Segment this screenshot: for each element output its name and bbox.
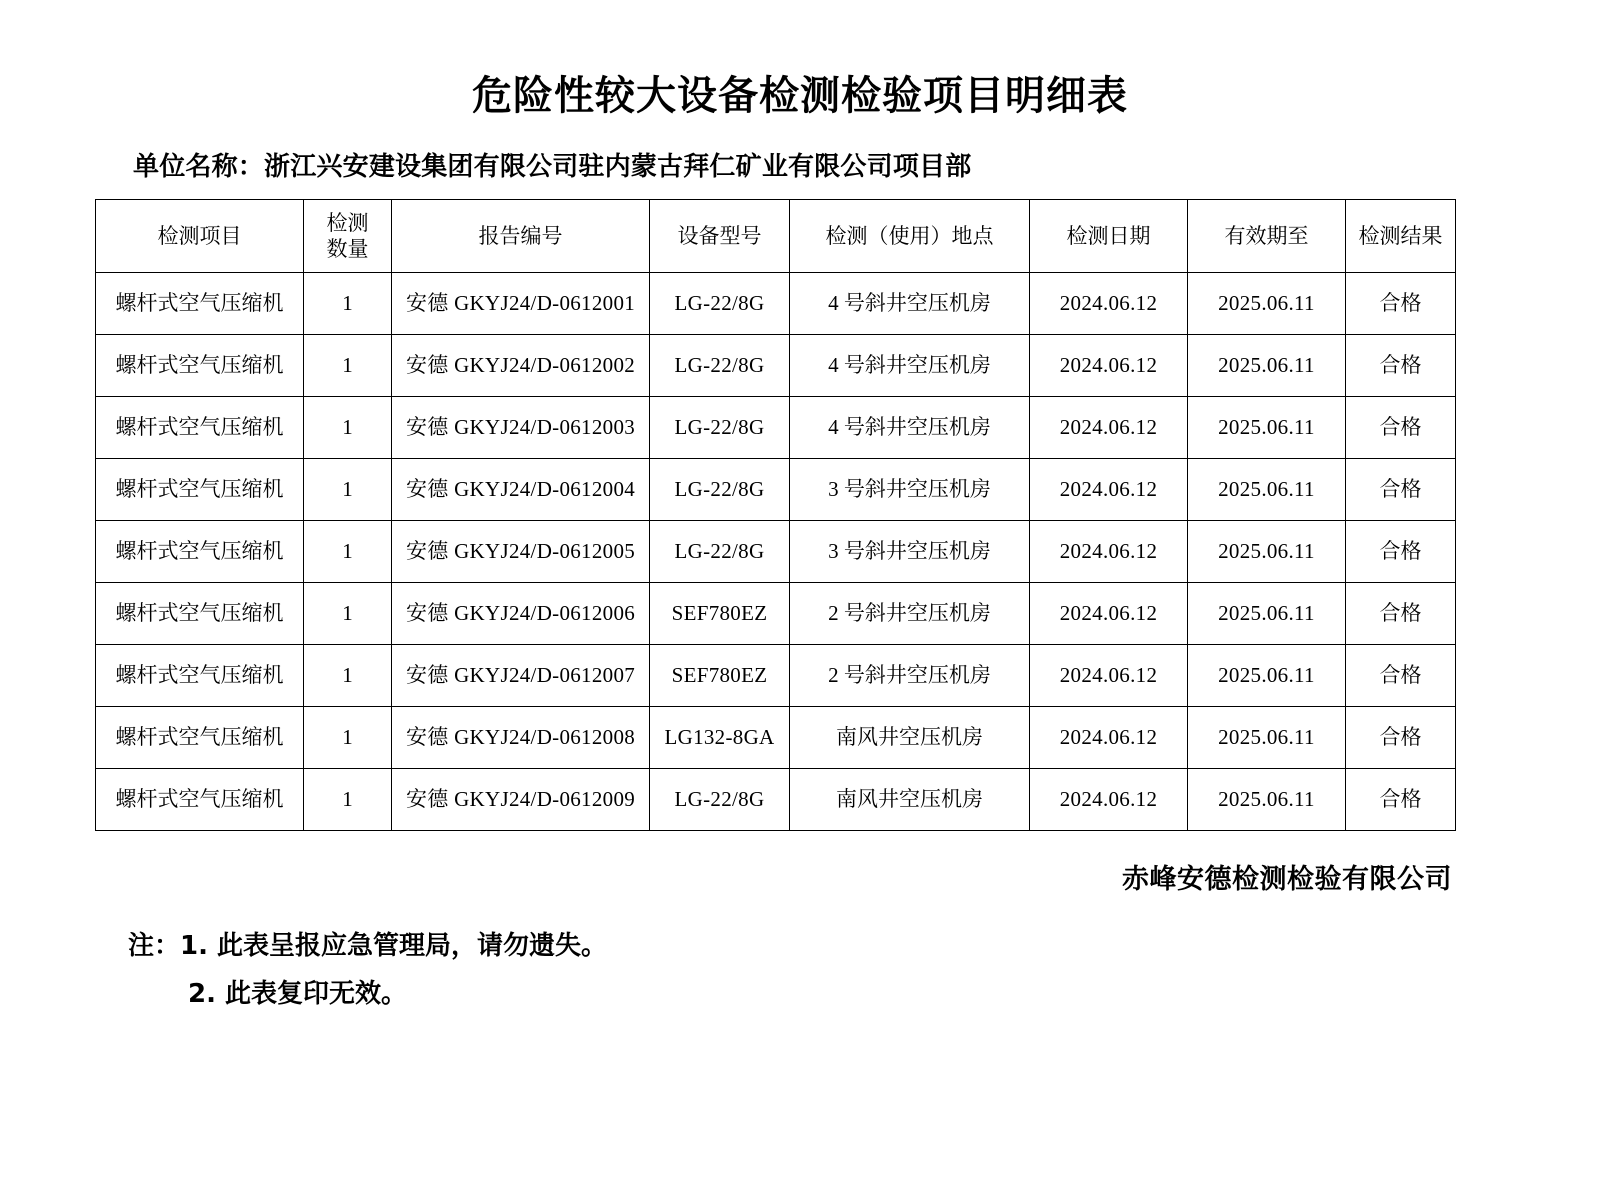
cell-item: 螺杆式空气压缩机 [96, 769, 304, 831]
cell-test-date: 2024.06.12 [1030, 273, 1188, 335]
cell-place: 3 号斜井空压机房 [790, 459, 1030, 521]
unit-label: 单位名称： [133, 152, 265, 182]
cell-quantity: 1 [304, 769, 392, 831]
cell-model: SEF780EZ [650, 645, 790, 707]
cell-model: LG-22/8G [650, 769, 790, 831]
cell-result: 合格 [1346, 769, 1456, 831]
cell-item: 螺杆式空气压缩机 [96, 459, 304, 521]
table-row [96, 707, 1456, 769]
table-row [96, 397, 1456, 459]
cell-item: 螺杆式空气压缩机 [96, 707, 304, 769]
cell-result: 合格 [1346, 273, 1456, 335]
cell-item: 螺杆式空气压缩机 [96, 645, 304, 707]
table-row [96, 335, 1456, 397]
table-row [96, 645, 1456, 707]
cell-place: 4 号斜井空压机房 [790, 335, 1030, 397]
cell-report-no: 安德 GKYJ24/D-0612003 [392, 397, 650, 459]
column-header-report-no: 报告编号 [392, 200, 650, 273]
cell-report-no: 安德 GKYJ24/D-0612006 [392, 583, 650, 645]
cell-valid-until: 2025.06.11 [1188, 335, 1346, 397]
cell-place: 南风井空压机房 [790, 769, 1030, 831]
cell-test-date: 2024.06.12 [1030, 707, 1188, 769]
cell-report-no: 安德 GKYJ24/D-0612009 [392, 769, 650, 831]
column-header-quantity-line1: 检测 [326, 210, 369, 235]
cell-report-no: 安德 GKYJ24/D-0612005 [392, 521, 650, 583]
cell-report-no: 安德 GKYJ24/D-0612001 [392, 273, 650, 335]
cell-valid-until: 2025.06.11 [1188, 645, 1346, 707]
cell-item: 螺杆式空气压缩机 [96, 335, 304, 397]
cell-quantity: 1 [304, 459, 392, 521]
cell-place: 2 号斜井空压机房 [790, 583, 1030, 645]
cell-test-date: 2024.06.12 [1030, 397, 1188, 459]
cell-item: 螺杆式空气压缩机 [96, 583, 304, 645]
cell-place: 4 号斜井空压机房 [790, 273, 1030, 335]
cell-item: 螺杆式空气压缩机 [96, 397, 304, 459]
column-header-test-date: 检测日期 [1030, 200, 1188, 273]
column-header-quantity [304, 200, 392, 273]
cell-result: 合格 [1346, 583, 1456, 645]
document-page [0, 72, 1600, 1203]
cell-place: 4 号斜井空压机房 [790, 397, 1030, 459]
cell-report-no: 安德 GKYJ24/D-0612007 [392, 645, 650, 707]
cell-report-no: 安德 GKYJ24/D-0612008 [392, 707, 650, 769]
cell-valid-until: 2025.06.11 [1188, 521, 1346, 583]
cell-model: LG-22/8G [650, 335, 790, 397]
cell-test-date: 2024.06.12 [1030, 459, 1188, 521]
cell-model: LG-22/8G [650, 459, 790, 521]
column-header-valid-until: 有效期至 [1188, 200, 1346, 273]
cell-report-no: 安德 GKYJ24/D-0612002 [392, 335, 650, 397]
column-header-place: 检测（使用）地点 [790, 200, 1030, 273]
unit-value: 浙江兴安建设集团有限公司驻内蒙古拜仁矿业有限公司项目部 [264, 152, 972, 182]
cell-place: 3 号斜井空压机房 [790, 521, 1030, 583]
note-line-1: 注：1. 此表呈报应急管理局，请勿遗失。 [128, 931, 608, 961]
table-row [96, 459, 1456, 521]
table-row [96, 273, 1456, 335]
cell-valid-until: 2025.06.11 [1188, 769, 1346, 831]
detail-table [95, 199, 1456, 831]
cell-result: 合格 [1346, 707, 1456, 769]
detail-table-wrapper [95, 199, 1455, 831]
issuer-company: 赤峰安德检测检验有限公司 [1122, 864, 1452, 895]
table-row [96, 583, 1456, 645]
cell-quantity: 1 [304, 583, 392, 645]
cell-quantity: 1 [304, 397, 392, 459]
cell-valid-until: 2025.06.11 [1188, 273, 1346, 335]
cell-report-no: 安德 GKYJ24/D-0612004 [392, 459, 650, 521]
cell-quantity: 1 [304, 335, 392, 397]
cell-test-date: 2024.06.12 [1030, 583, 1188, 645]
cell-place: 2 号斜井空压机房 [790, 645, 1030, 707]
cell-place: 南风井空压机房 [790, 707, 1030, 769]
cell-item: 螺杆式空气压缩机 [96, 273, 304, 335]
cell-test-date: 2024.06.12 [1030, 335, 1188, 397]
cell-model: LG-22/8G [650, 273, 790, 335]
cell-result: 合格 [1346, 521, 1456, 583]
notes-block [128, 922, 1600, 1018]
cell-result: 合格 [1346, 645, 1456, 707]
table-row [96, 769, 1456, 831]
cell-valid-until: 2025.06.11 [1188, 707, 1346, 769]
cell-model: LG-22/8G [650, 397, 790, 459]
cell-test-date: 2024.06.12 [1030, 645, 1188, 707]
note-line-2: 2. 此表复印无效。 [188, 979, 408, 1010]
cell-item: 螺杆式空气压缩机 [96, 521, 304, 583]
cell-result: 合格 [1346, 459, 1456, 521]
column-header-item: 检测项目 [96, 200, 304, 273]
cell-test-date: 2024.06.12 [1030, 521, 1188, 583]
cell-valid-until: 2025.06.11 [1188, 459, 1346, 521]
table-row [96, 521, 1456, 583]
cell-quantity: 1 [304, 521, 392, 583]
page-title: 危险性较大设备检测检验项目明细表 [472, 73, 1128, 119]
cell-quantity: 1 [304, 707, 392, 769]
cell-valid-until: 2025.06.11 [1188, 583, 1346, 645]
unit-name-line [133, 146, 1600, 183]
cell-quantity: 1 [304, 273, 392, 335]
cell-result: 合格 [1346, 335, 1456, 397]
cell-valid-until: 2025.06.11 [1188, 397, 1346, 459]
column-header-quantity-line2: 数量 [326, 237, 369, 261]
cell-model: LG132-8GA [650, 707, 790, 769]
cell-result: 合格 [1346, 397, 1456, 459]
detail-table-body [96, 273, 1456, 831]
column-header-result: 检测结果 [1346, 200, 1456, 273]
cell-quantity: 1 [304, 645, 392, 707]
cell-test-date: 2024.06.12 [1030, 769, 1188, 831]
cell-model: SEF780EZ [650, 583, 790, 645]
cell-model: LG-22/8G [650, 521, 790, 583]
column-header-model: 设备型号 [650, 200, 790, 273]
table-header-row [96, 200, 1456, 273]
